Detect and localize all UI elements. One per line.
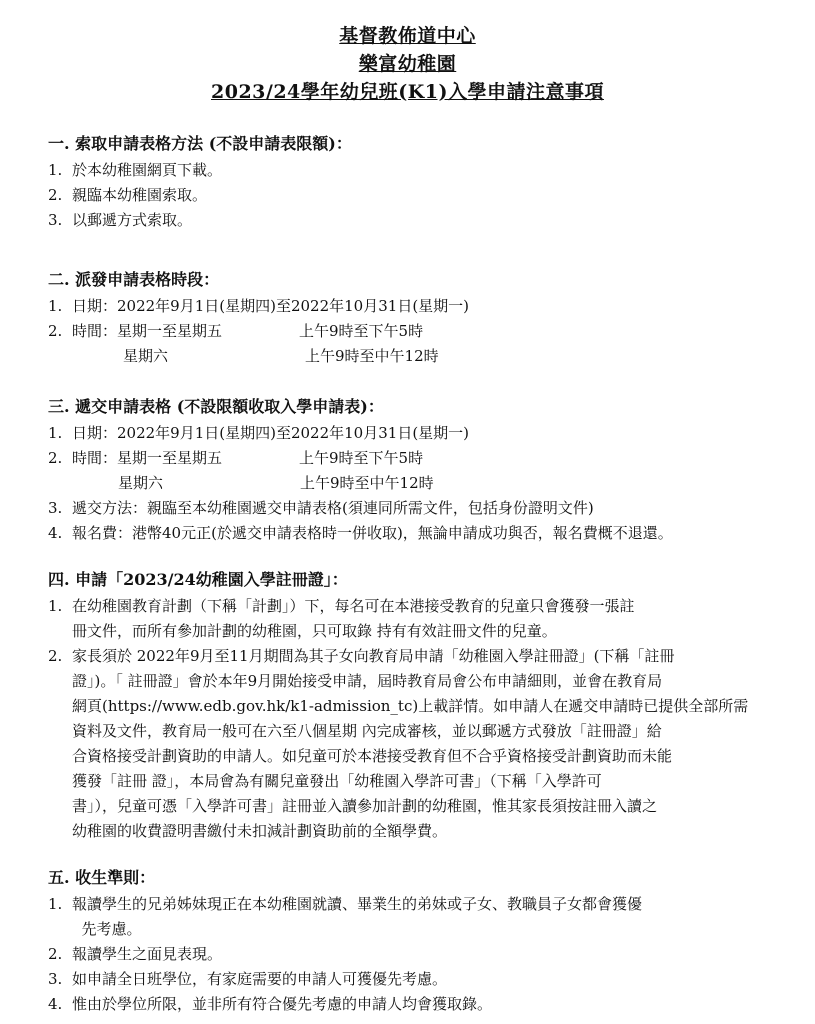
item-text-line: 合資格接受計劃資助的申請人。如兒童可於本港接受教育但不合乎資格接受計劃資助而未能 — [72, 747, 673, 765]
time-label: 時間： — [72, 322, 118, 340]
list-item — [48, 421, 788, 446]
item-text: 報讀學生之面見表現。 — [72, 945, 223, 963]
item-text: 於本幼稚園網頁下載。 — [72, 161, 223, 179]
section-distribution-period — [48, 268, 788, 369]
section-admission-criteria — [48, 866, 788, 1017]
list-item — [48, 594, 788, 644]
list-item — [48, 319, 788, 344]
item-text: 報名費：港幣40元正(於遞交申請表格時一併收取)，無論申請成功與否，報名費概不退還。 — [72, 524, 673, 542]
saturday-row — [48, 471, 788, 496]
item-text-line: 先考慮。 — [72, 920, 142, 938]
list-item — [48, 521, 788, 546]
saturday-label: 星期六 — [123, 347, 169, 365]
item-number: 3. — [48, 499, 63, 517]
item-number: 1. — [48, 424, 63, 442]
list-item — [48, 992, 788, 1017]
item-number: 2. — [48, 945, 63, 963]
item-text-line: 獲發「註冊 證」，本局會為有關兒童發出「幼稚園入學許可書」（下稱「入學許可 — [72, 772, 602, 790]
item-number: 3. — [48, 211, 63, 229]
section-heading: 五. 收生準則： — [48, 868, 156, 887]
saturday-label: 星期六 — [118, 474, 164, 492]
section-heading: 三. 遞交申請表格 (不設限額收取入學申請表)： — [48, 397, 384, 416]
section-registration-certificate — [48, 568, 788, 844]
item-text-line: 資料及文件，教育局一般可在六至八個星期 內完成審核，並以郵遞方式發放「註冊證」給 — [72, 722, 662, 740]
weekday-range: 星期一至星期五 — [117, 322, 223, 340]
item-number: 1. — [48, 161, 63, 179]
item-text-line: 冊文件，而所有參加計劃的幼稚園，只可取錄 持有有效註冊文件的兒童。 — [72, 622, 557, 640]
kindergarten-name: 樂富幼稚園 — [358, 53, 457, 75]
list-item — [48, 446, 788, 471]
saturday-row — [48, 344, 788, 369]
section-obtain-forms — [48, 132, 788, 233]
weekday-range: 星期一至星期五 — [117, 449, 223, 467]
item-text-line: 報讀學生的兄弟姊妹現正在本幼稚園就讀、畢業生的弟妹或子女、教職員子女都會獲優 — [72, 895, 643, 913]
document-title: 2023/24學年幼兒班(K1)入學申請注意事項 — [211, 81, 604, 103]
item-number: 2. — [48, 186, 63, 204]
item-text: 如申請全日班學位，有家庭需要的申請人可獲優先考慮。 — [72, 970, 448, 988]
item-text: 日期：2022年9月1日(星期四)至2022年10月31日(星期一) — [72, 297, 470, 315]
list-item — [48, 942, 788, 967]
list-item — [48, 183, 788, 208]
item-text-line: 書」），兒童可憑「入學許可書」註冊並入讀參加計劃的幼稚園，惟其家長須按註冊入讀之 — [72, 797, 658, 815]
list-item — [48, 158, 788, 183]
item-number: 4. — [48, 995, 63, 1013]
item-number: 3. — [48, 970, 63, 988]
saturday-hours: 上午9時至中午12時 — [305, 347, 439, 365]
item-text: 遞交方法：親臨至本幼稚園遞交申請表格(須連同所需文件，包括身份證明文件) — [72, 499, 594, 517]
section-heading: 四. 申請「2023/24幼稚園入學註冊證」： — [48, 570, 348, 589]
list-item — [48, 294, 788, 319]
item-text-line: 證」)。「 註冊證」會於本年9月開始接受申請，屆時教育局會公布申請細則，並會在教育局 — [72, 672, 663, 690]
weekday-hours: 上午9時至下午5時 — [299, 322, 424, 340]
organization-name: 基督教佈道中心 — [339, 25, 476, 47]
item-text-line: 網頁(https://www.edb.gov.hk/k1-admission_tc)上載詳情。如申請人在遞交申請時已提供全部所需 — [72, 697, 749, 715]
section-heading: 一. 索取申請表格方法 (不設申請表限額)： — [48, 134, 352, 153]
time-label: 時間： — [72, 449, 118, 467]
item-number: 2. — [48, 647, 63, 665]
weekday-hours: 上午9時至下午5時 — [299, 449, 424, 467]
item-text: 日期：2022年9月1日(星期四)至2022年10月31日(星期一) — [72, 424, 470, 442]
list-item — [48, 208, 788, 233]
item-number: 1. — [48, 895, 63, 913]
item-text: 親臨本幼稚園索取。 — [72, 186, 208, 204]
item-text-line: 幼稚園的收費證明書繳付未扣減計劃資助前的全額學費。 — [72, 822, 448, 840]
item-text-line: 在幼稚園教育計劃（下稱「計劃」）下，每名可在本港接受教育的兒童只會獲發一張註 — [72, 597, 635, 615]
saturday-hours: 上午9時至中午12時 — [300, 474, 434, 492]
item-number: 2. — [48, 322, 63, 340]
section-heading: 二. 派發申請表格時段： — [48, 270, 220, 289]
document-header — [0, 22, 815, 106]
item-number: 1. — [48, 597, 63, 615]
item-text-line: 家長須於 2022年9月至11月期間為其子女向教育局申請「幼稚園入學註冊證」(下稱「註冊 — [72, 647, 675, 665]
list-item — [48, 892, 788, 942]
item-number: 1. — [48, 297, 63, 315]
list-item — [48, 967, 788, 992]
item-text: 惟由於學位所限，並非所有符合優先考慮的申請人均會獲取錄。 — [72, 995, 493, 1013]
section-submit-forms — [48, 395, 788, 546]
item-number: 2. — [48, 449, 63, 467]
item-text: 以郵遞方式索取。 — [72, 211, 193, 229]
list-item — [48, 496, 788, 521]
item-number: 4. — [48, 524, 63, 542]
list-item — [48, 644, 788, 844]
